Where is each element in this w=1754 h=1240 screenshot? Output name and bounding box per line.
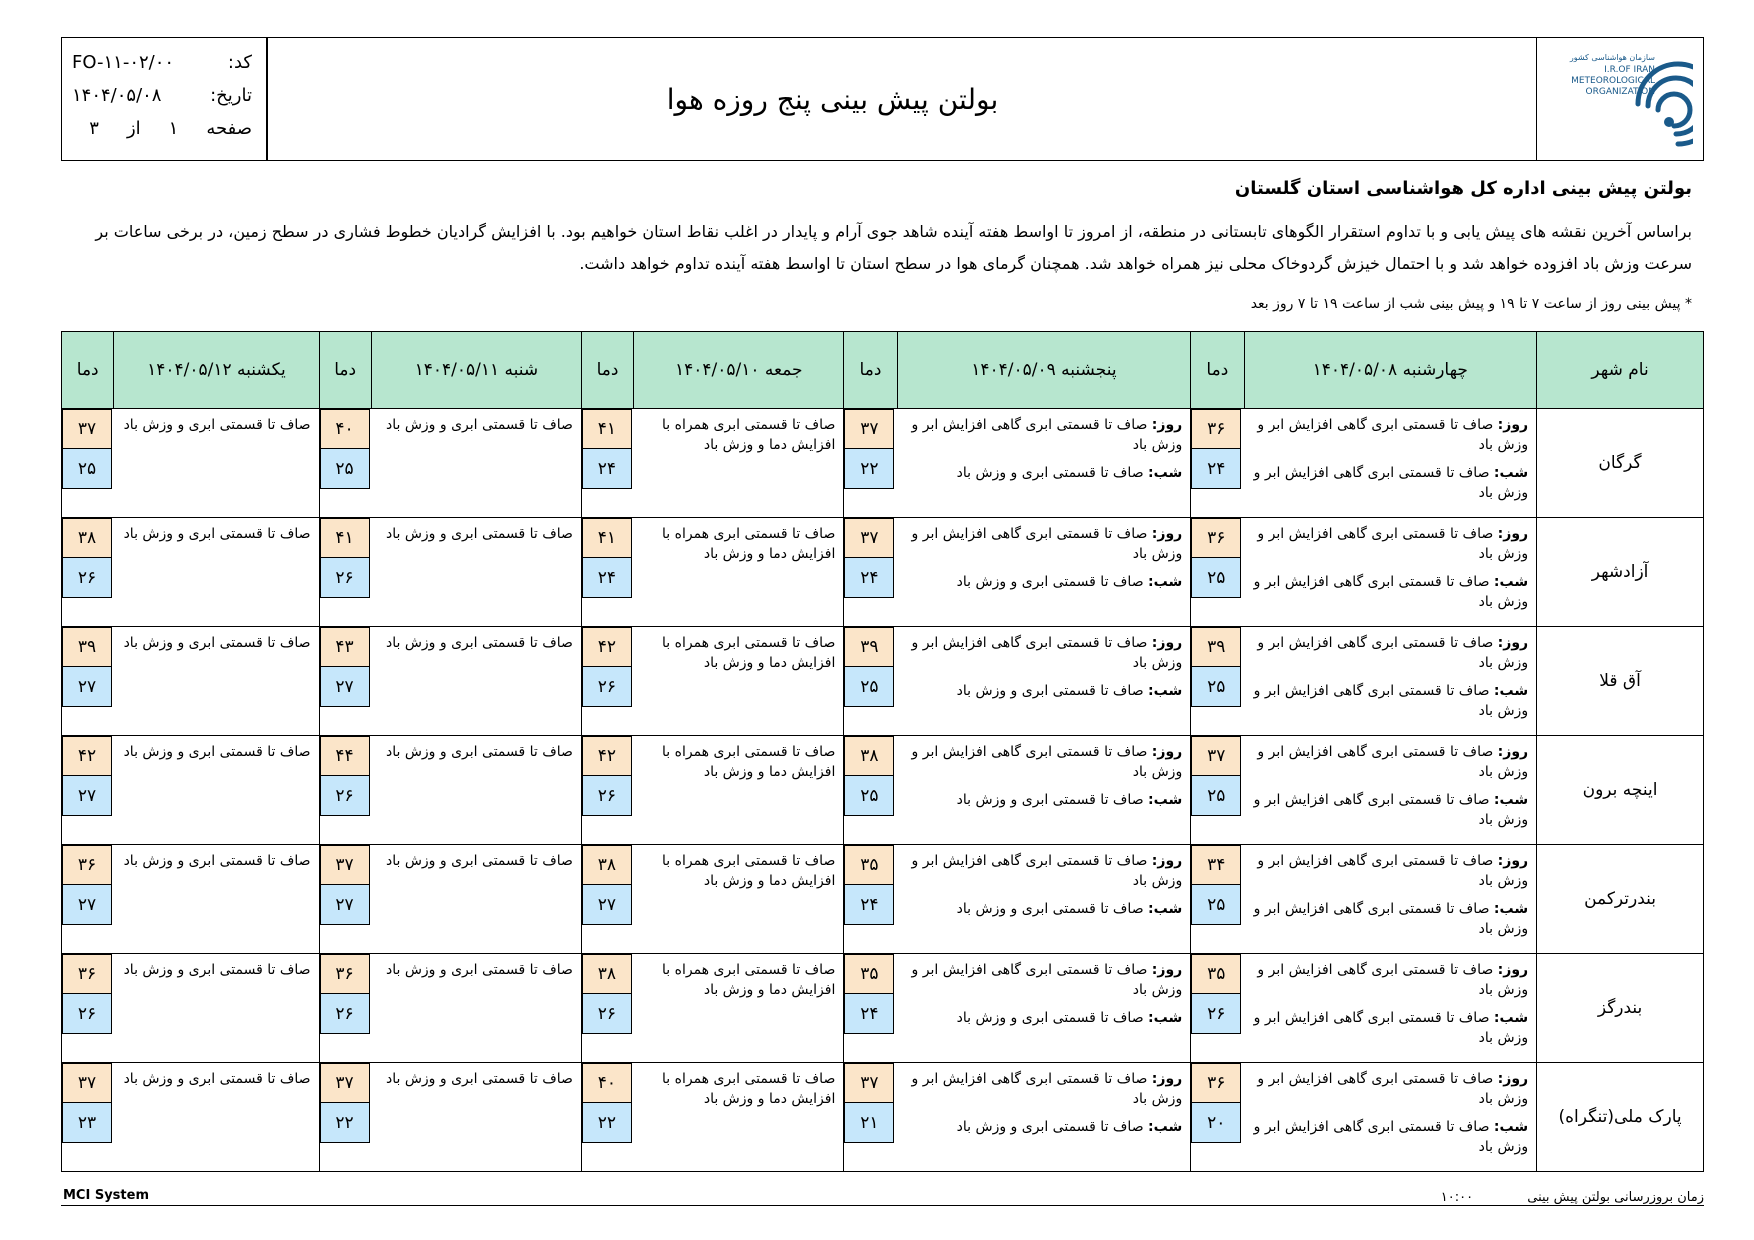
forecast-text: صاف تا قسمتی ابری و وزش باد [385, 417, 573, 433]
night-label: شب: [1493, 901, 1529, 917]
forecast-description [897, 954, 1191, 1063]
day-column-header: جمعه ۱۴۰۴/۰۵/۱۰ [634, 332, 844, 409]
day-forecast-text: صاف تا قسمتی ابری گاهی افزایش ابر و وزش باد [911, 853, 1183, 889]
night-forecast-text: صاف تا قسمتی ابری گاهی افزایش ابر و وزش باد [1253, 1010, 1529, 1046]
temperature-cell [1191, 627, 1244, 736]
max-temp: ۳۴ [1191, 845, 1241, 885]
forecast-description [114, 518, 319, 627]
forecast-description [1244, 409, 1537, 518]
min-temp: ۲۶ [1191, 994, 1241, 1034]
max-temp: ۴۲ [582, 736, 632, 776]
min-temp: ۲۴ [582, 558, 632, 598]
logo-text-en3: ORGANIZATION [1585, 87, 1655, 97]
max-temp: ۳۹ [1191, 627, 1241, 667]
night-forecast-text: صاف تا قسمتی ابری گاهی افزایش ابر و وزش باد [1253, 901, 1529, 937]
max-temp: ۳۷ [320, 1063, 370, 1103]
temperature-cell [581, 627, 633, 736]
forecast-description [371, 1063, 581, 1172]
day-label: روز: [1151, 1071, 1183, 1087]
logo-spiral-icon [1543, 44, 1693, 154]
min-temp: ۲۴ [844, 558, 894, 598]
header-box [61, 37, 1704, 161]
city-name: گرگان [1537, 409, 1704, 518]
min-temp: ۲۷ [320, 885, 370, 925]
temperature-cell [62, 1063, 114, 1172]
temperature-cell [62, 954, 114, 1063]
night-label: شب: [1148, 574, 1183, 590]
temperature-cell [319, 627, 371, 736]
forecast-text: صاف تا قسمتی ابری و وزش باد [123, 417, 311, 433]
night-label: شب: [1148, 1119, 1183, 1135]
forecast-text: صاف تا قسمتی ابری و وزش باد [385, 962, 573, 978]
forecast-text: صاف تا قسمتی ابری و وزش باد [385, 853, 573, 869]
min-temp: ۲۲ [320, 1103, 370, 1143]
max-temp: ۳۶ [1191, 409, 1241, 449]
temperature-cell [1191, 845, 1244, 954]
day-label: روز: [1497, 962, 1529, 978]
table-row [62, 736, 1704, 845]
forecast-text: صاف تا قسمتی ابری و وزش باد [123, 962, 311, 978]
min-temp: ۲۵ [1191, 885, 1241, 925]
min-temp: ۲۴ [582, 449, 632, 489]
temperature-cell [319, 518, 371, 627]
forecast-description [634, 845, 844, 954]
forecast-text: صاف تا قسمتی ابری و وزش باد [385, 744, 573, 760]
max-temp: ۳۸ [62, 518, 112, 558]
day-column-header: یکشنبه ۱۴۰۴/۰۵/۱۲ [114, 332, 319, 409]
forecast-time-note: * پیش بینی روز از ساعت ۷ تا ۱۹ و پیش بینی شب از ساعت ۱۹ تا ۷ روز بعد [1250, 296, 1692, 312]
max-temp: ۴۰ [582, 1063, 632, 1103]
min-temp: ۲۴ [844, 994, 894, 1034]
night-label: شب: [1148, 1010, 1183, 1026]
min-temp: ۲۴ [844, 885, 894, 925]
page-label: صفحه [206, 118, 252, 139]
min-temp: ۲۰ [1191, 1103, 1241, 1143]
forecast-description [897, 736, 1191, 845]
page-total: ۳ [89, 118, 99, 139]
table-row [62, 627, 1704, 736]
temperature-cell [844, 954, 897, 1063]
forecast-text: صاف تا قسمتی ابری همراه با افزایش دما و وزش باد [662, 635, 836, 671]
table-row [62, 954, 1704, 1063]
update-time [1441, 1190, 1704, 1205]
temperature-cell [319, 1063, 371, 1172]
max-temp: ۳۷ [844, 1063, 894, 1103]
day-label: روز: [1151, 417, 1183, 433]
min-temp: ۲۷ [62, 776, 112, 816]
day-forecast-text: صاف تا قسمتی ابری گاهی افزایش ابر و وزش باد [911, 962, 1183, 998]
night-label: شب: [1148, 465, 1183, 481]
min-temp: ۲۶ [62, 994, 112, 1034]
forecast-text: صاف تا قسمتی ابری و وزش باد [123, 744, 311, 760]
forecast-description [1244, 736, 1537, 845]
max-temp: ۳۶ [62, 845, 112, 885]
night-forecast-text: صاف تا قسمتی ابری گاهی افزایش ابر و وزش باد [1253, 792, 1529, 828]
city-name: آزادشهر [1537, 518, 1704, 627]
forecast-description [371, 736, 581, 845]
max-temp: ۳۷ [62, 409, 112, 449]
forecast-description [114, 845, 319, 954]
forecast-description [1244, 627, 1537, 736]
temperature-cell [1191, 954, 1244, 1063]
header-divider-left [266, 38, 268, 160]
night-label: شب: [1493, 792, 1529, 808]
forecast-description [371, 627, 581, 736]
temp-column-header: دما [1191, 332, 1244, 409]
day-forecast-text: صاف تا قسمتی ابری گاهی افزایش ابر و وزش باد [1257, 635, 1529, 671]
temperature-cell [844, 845, 897, 954]
day-label: روز: [1497, 853, 1529, 869]
city-name: آق قلا [1537, 627, 1704, 736]
temperature-cell [844, 518, 897, 627]
forecast-description [114, 736, 319, 845]
temperature-cell [1191, 1063, 1244, 1172]
min-temp: ۲۵ [62, 449, 112, 489]
min-temp: ۲۳ [62, 1103, 112, 1143]
min-temp: ۲۷ [62, 667, 112, 707]
min-temp: ۲۶ [320, 558, 370, 598]
day-forecast-text: صاف تا قسمتی ابری گاهی افزایش ابر و وزش باد [911, 417, 1183, 453]
max-temp: ۳۸ [844, 736, 894, 776]
city-name: بندرگز [1537, 954, 1704, 1063]
forecast-text: صاف تا قسمتی ابری و وزش باد [385, 526, 573, 542]
min-temp: ۲۵ [1191, 558, 1241, 598]
header-divider-right [1536, 38, 1538, 160]
temperature-cell [581, 1063, 633, 1172]
min-temp: ۲۶ [582, 994, 632, 1034]
temperature-cell [581, 736, 633, 845]
min-temp: ۲۲ [844, 449, 894, 489]
min-temp: ۲۶ [320, 776, 370, 816]
max-temp: ۳۶ [1191, 1063, 1241, 1103]
forecast-text: صاف تا قسمتی ابری و وزش باد [123, 635, 311, 651]
day-forecast-text: صاف تا قسمتی ابری گاهی افزایش ابر و وزش باد [911, 526, 1183, 562]
page-row [72, 112, 252, 145]
temperature-cell [844, 409, 897, 518]
forecast-description [634, 954, 844, 1063]
forecast-description [1244, 1063, 1537, 1172]
temperature-cell [1191, 518, 1244, 627]
min-temp: ۲۱ [844, 1103, 894, 1143]
min-temp: ۲۵ [844, 776, 894, 816]
day-label: روز: [1151, 744, 1183, 760]
max-temp: ۳۹ [844, 627, 894, 667]
day-label: روز: [1151, 853, 1183, 869]
day-label: روز: [1151, 962, 1183, 978]
footer-divider [61, 1205, 1704, 1206]
forecast-text: صاف تا قسمتی ابری و وزش باد [385, 635, 573, 651]
night-forecast-text: صاف تا قسمتی ابری و وزش باد [956, 1010, 1144, 1026]
max-temp: ۴۴ [320, 736, 370, 776]
forecast-text: صاف تا قسمتی ابری همراه با افزایش دما و وزش باد [662, 1071, 836, 1107]
forecast-description [897, 518, 1191, 627]
forecast-text: صاف تا قسمتی ابری و وزش باد [123, 853, 311, 869]
logo-text-fa: سازمان هواشناسی کشور [1569, 53, 1655, 62]
temp-column-header: دما [844, 332, 897, 409]
forecast-description [634, 518, 844, 627]
min-temp: ۲۵ [844, 667, 894, 707]
table-row [62, 518, 1704, 627]
logo-text-en2: METEOROLOGICAL [1571, 76, 1655, 86]
night-forecast-text: صاف تا قسمتی ابری گاهی افزایش ابر و وزش باد [1253, 683, 1529, 719]
max-temp: ۳۷ [844, 409, 894, 449]
table-row [62, 409, 1704, 518]
day-column-header: شنبه ۱۴۰۴/۰۵/۱۱ [371, 332, 581, 409]
document-title: بولتن پیش بینی پنج روزه هوا [666, 82, 999, 116]
night-forecast-text: صاف تا قسمتی ابری و وزش باد [956, 683, 1144, 699]
document-meta [72, 46, 252, 145]
min-temp: ۲۶ [320, 994, 370, 1034]
city-name: پارک ملی(تنگراه) [1537, 1063, 1704, 1172]
max-temp: ۳۵ [1191, 954, 1241, 994]
forecast-text: صاف تا قسمتی ابری و وزش باد [385, 1071, 573, 1087]
max-temp: ۳۶ [320, 954, 370, 994]
temperature-cell [62, 845, 114, 954]
temp-column-header: دما [62, 332, 114, 409]
code-label: کد: [227, 52, 252, 73]
max-temp: ۴۰ [320, 409, 370, 449]
table-header-row [62, 332, 1704, 409]
code-value: FO-۱۱-۰۲/۰۰ [72, 52, 175, 73]
forecast-text: صاف تا قسمتی ابری همراه با افزایش دما و وزش باد [662, 744, 836, 780]
temperature-cell [581, 409, 633, 518]
temperature-cell [1191, 409, 1244, 518]
night-forecast-text: صاف تا قسمتی ابری و وزش باد [956, 574, 1144, 590]
temp-column-header: دما [319, 332, 371, 409]
forecast-description [371, 954, 581, 1063]
forecast-description [634, 736, 844, 845]
day-label: روز: [1497, 744, 1529, 760]
forecast-description [634, 1063, 844, 1172]
page-number: ۱ [168, 118, 179, 139]
max-temp: ۳۸ [582, 845, 632, 885]
forecast-summary: براساس آخرین نقشه های پیش یابی و با تداوم استقرار الگوهای تابستانی در منطقه، از امروز تا اواسط هفته آینده شاهد جوی آرام و پایدار در اغلب نقاط استان خواهیم بود. با افزایش گرادیان خطوط فشاری در سطح زمین، در برخی ساعات بر سرعت وزش باد افزوده خواهد شد و با احتمال خیزش گردوخاک محلی نیز همراه خواهد شد. همچنان گرمای هوا در سطح استان تا اواسط هفته آینده تداوم خواهد داشت. [95, 222, 1692, 273]
max-temp: ۴۱ [582, 409, 632, 449]
day-column-header: پنجشنبه ۱۴۰۴/۰۵/۰۹ [897, 332, 1191, 409]
max-temp: ۳۷ [844, 518, 894, 558]
forecast-description [114, 627, 319, 736]
city-column-header: نام شهر [1537, 332, 1704, 409]
temperature-cell [319, 409, 371, 518]
day-forecast-text: صاف تا قسمتی ابری گاهی افزایش ابر و وزش باد [1257, 417, 1529, 453]
night-label: شب: [1493, 1010, 1529, 1026]
temperature-cell [844, 1063, 897, 1172]
temperature-cell [581, 954, 633, 1063]
forecast-description [1244, 518, 1537, 627]
min-temp: ۲۷ [320, 667, 370, 707]
min-temp: ۲۵ [1191, 776, 1241, 816]
min-temp: ۲۶ [582, 776, 632, 816]
forecast-description [634, 409, 844, 518]
night-forecast-text: صاف تا قسمتی ابری گاهی افزایش ابر و وزش باد [1253, 1119, 1529, 1155]
day-label: روز: [1497, 1071, 1529, 1087]
date-row [72, 79, 252, 112]
night-forecast-text: صاف تا قسمتی ابری و وزش باد [956, 465, 1144, 481]
code-row [72, 46, 252, 79]
temperature-cell [319, 736, 371, 845]
bulletin-subtitle: بولتن پیش بینی اداره کل هواشناسی استان گلستان [1234, 178, 1692, 199]
min-temp: ۲۲ [582, 1103, 632, 1143]
forecast-description [114, 409, 319, 518]
city-name: بندرترکمن [1537, 845, 1704, 954]
temp-column-header: دما [581, 332, 633, 409]
night-label: شب: [1148, 792, 1183, 808]
max-temp: ۴۱ [320, 518, 370, 558]
forecast-text: صاف تا قسمتی ابری همراه با افزایش دما و وزش باد [662, 417, 836, 453]
max-temp: ۳۷ [1191, 736, 1241, 776]
forecast-text: صاف تا قسمتی ابری و وزش باد [123, 1071, 311, 1087]
day-label: روز: [1497, 635, 1529, 651]
day-forecast-text: صاف تا قسمتی ابری گاهی افزایش ابر و وزش باد [1257, 853, 1529, 889]
temperature-cell [62, 518, 114, 627]
forecast-description [114, 954, 319, 1063]
day-forecast-text: صاف تا قسمتی ابری گاهی افزایش ابر و وزش باد [911, 1071, 1183, 1107]
forecast-description [897, 845, 1191, 954]
date-value: ۱۴۰۴/۰۵/۰۸ [72, 85, 162, 106]
max-temp: ۴۲ [582, 627, 632, 667]
min-temp: ۲۷ [62, 885, 112, 925]
max-temp: ۳۷ [62, 1063, 112, 1103]
temperature-cell [1191, 736, 1244, 845]
max-temp: ۴۳ [320, 627, 370, 667]
forecast-description [897, 409, 1191, 518]
day-label: روز: [1151, 635, 1183, 651]
temperature-cell [319, 845, 371, 954]
max-temp: ۴۱ [582, 518, 632, 558]
temperature-cell [319, 954, 371, 1063]
temperature-cell [62, 627, 114, 736]
day-forecast-text: صاف تا قسمتی ابری گاهی افزایش ابر و وزش باد [1257, 744, 1529, 780]
min-temp: ۲۵ [1191, 667, 1241, 707]
night-forecast-text: صاف تا قسمتی ابری و وزش باد [956, 792, 1144, 808]
forecast-text: صاف تا قسمتی ابری همراه با افزایش دما و وزش باد [662, 853, 836, 889]
min-temp: ۲۵ [320, 449, 370, 489]
max-temp: ۳۶ [62, 954, 112, 994]
min-temp: ۲۴ [1191, 449, 1241, 489]
night-label: شب: [1148, 683, 1183, 699]
forecast-description [371, 518, 581, 627]
day-label: روز: [1497, 526, 1529, 542]
night-label: شب: [1148, 901, 1183, 917]
forecast-text: صاف تا قسمتی ابری همراه با افزایش دما و وزش باد [662, 526, 836, 562]
forecast-text: صاف تا قسمتی ابری همراه با افزایش دما و وزش باد [662, 962, 836, 998]
night-label: شب: [1493, 574, 1529, 590]
temperature-cell [844, 736, 897, 845]
day-column-header: چهارشنبه ۱۴۰۴/۰۵/۰۸ [1244, 332, 1537, 409]
forecast-table [61, 331, 1704, 1172]
max-temp: ۳۸ [582, 954, 632, 994]
city-name: اینچه برون [1537, 736, 1704, 845]
night-forecast-text: صاف تا قسمتی ابری گاهی افزایش ابر و وزش باد [1253, 574, 1529, 610]
temperature-cell [844, 627, 897, 736]
forecast-table-body [62, 409, 1704, 1172]
table-row [62, 1063, 1704, 1172]
day-forecast-text: صاف تا قسمتی ابری گاهی افزایش ابر و وزش باد [1257, 962, 1529, 998]
forecast-description [114, 1063, 319, 1172]
max-temp: ۳۹ [62, 627, 112, 667]
logo-text-en1: I.R.OF IRAN [1604, 65, 1655, 75]
night-label: شب: [1493, 465, 1529, 481]
temperature-cell [581, 845, 633, 954]
page-of-label: از [126, 118, 141, 139]
forecast-description [897, 1063, 1191, 1172]
night-label: شب: [1493, 683, 1529, 699]
night-forecast-text: صاف تا قسمتی ابری گاهی افزایش ابر و وزش باد [1253, 465, 1529, 501]
update-time-value: ۱۰:۰۰ [1440, 1190, 1474, 1205]
forecast-description [371, 845, 581, 954]
forecast-description [897, 627, 1191, 736]
max-temp: ۳۵ [844, 954, 894, 994]
forecast-description [1244, 845, 1537, 954]
day-forecast-text: صاف تا قسمتی ابری گاهی افزایش ابر و وزش باد [911, 744, 1183, 780]
min-temp: ۲۶ [582, 667, 632, 707]
temperature-cell [62, 409, 114, 518]
min-temp: ۲۷ [582, 885, 632, 925]
min-temp: ۲۶ [62, 558, 112, 598]
day-label: روز: [1151, 526, 1183, 542]
meteorological-organization-logo [1543, 44, 1693, 154]
temperature-cell [581, 518, 633, 627]
max-temp: ۳۷ [320, 845, 370, 885]
night-label: شب: [1493, 1119, 1529, 1135]
system-name: MCI System [63, 1188, 149, 1203]
forecast-description [1244, 954, 1537, 1063]
day-forecast-text: صاف تا قسمتی ابری گاهی افزایش ابر و وزش باد [1257, 1071, 1529, 1107]
max-temp: ۳۶ [1191, 518, 1241, 558]
day-forecast-text: صاف تا قسمتی ابری گاهی افزایش ابر و وزش باد [911, 635, 1183, 671]
update-time-label: زمان بروزرسانی بولتن پیش بینی [1527, 1190, 1704, 1205]
table-row [62, 845, 1704, 954]
forecast-description [371, 409, 581, 518]
day-label: روز: [1497, 417, 1529, 433]
temperature-cell [62, 736, 114, 845]
night-forecast-text: صاف تا قسمتی ابری و وزش باد [956, 1119, 1144, 1135]
forecast-text: صاف تا قسمتی ابری و وزش باد [123, 526, 311, 542]
max-temp: ۴۲ [62, 736, 112, 776]
date-label: تاریخ: [210, 85, 252, 106]
forecast-description [634, 627, 844, 736]
night-forecast-text: صاف تا قسمتی ابری و وزش باد [956, 901, 1144, 917]
max-temp: ۳۵ [844, 845, 894, 885]
day-forecast-text: صاف تا قسمتی ابری گاهی افزایش ابر و وزش باد [1257, 526, 1529, 562]
